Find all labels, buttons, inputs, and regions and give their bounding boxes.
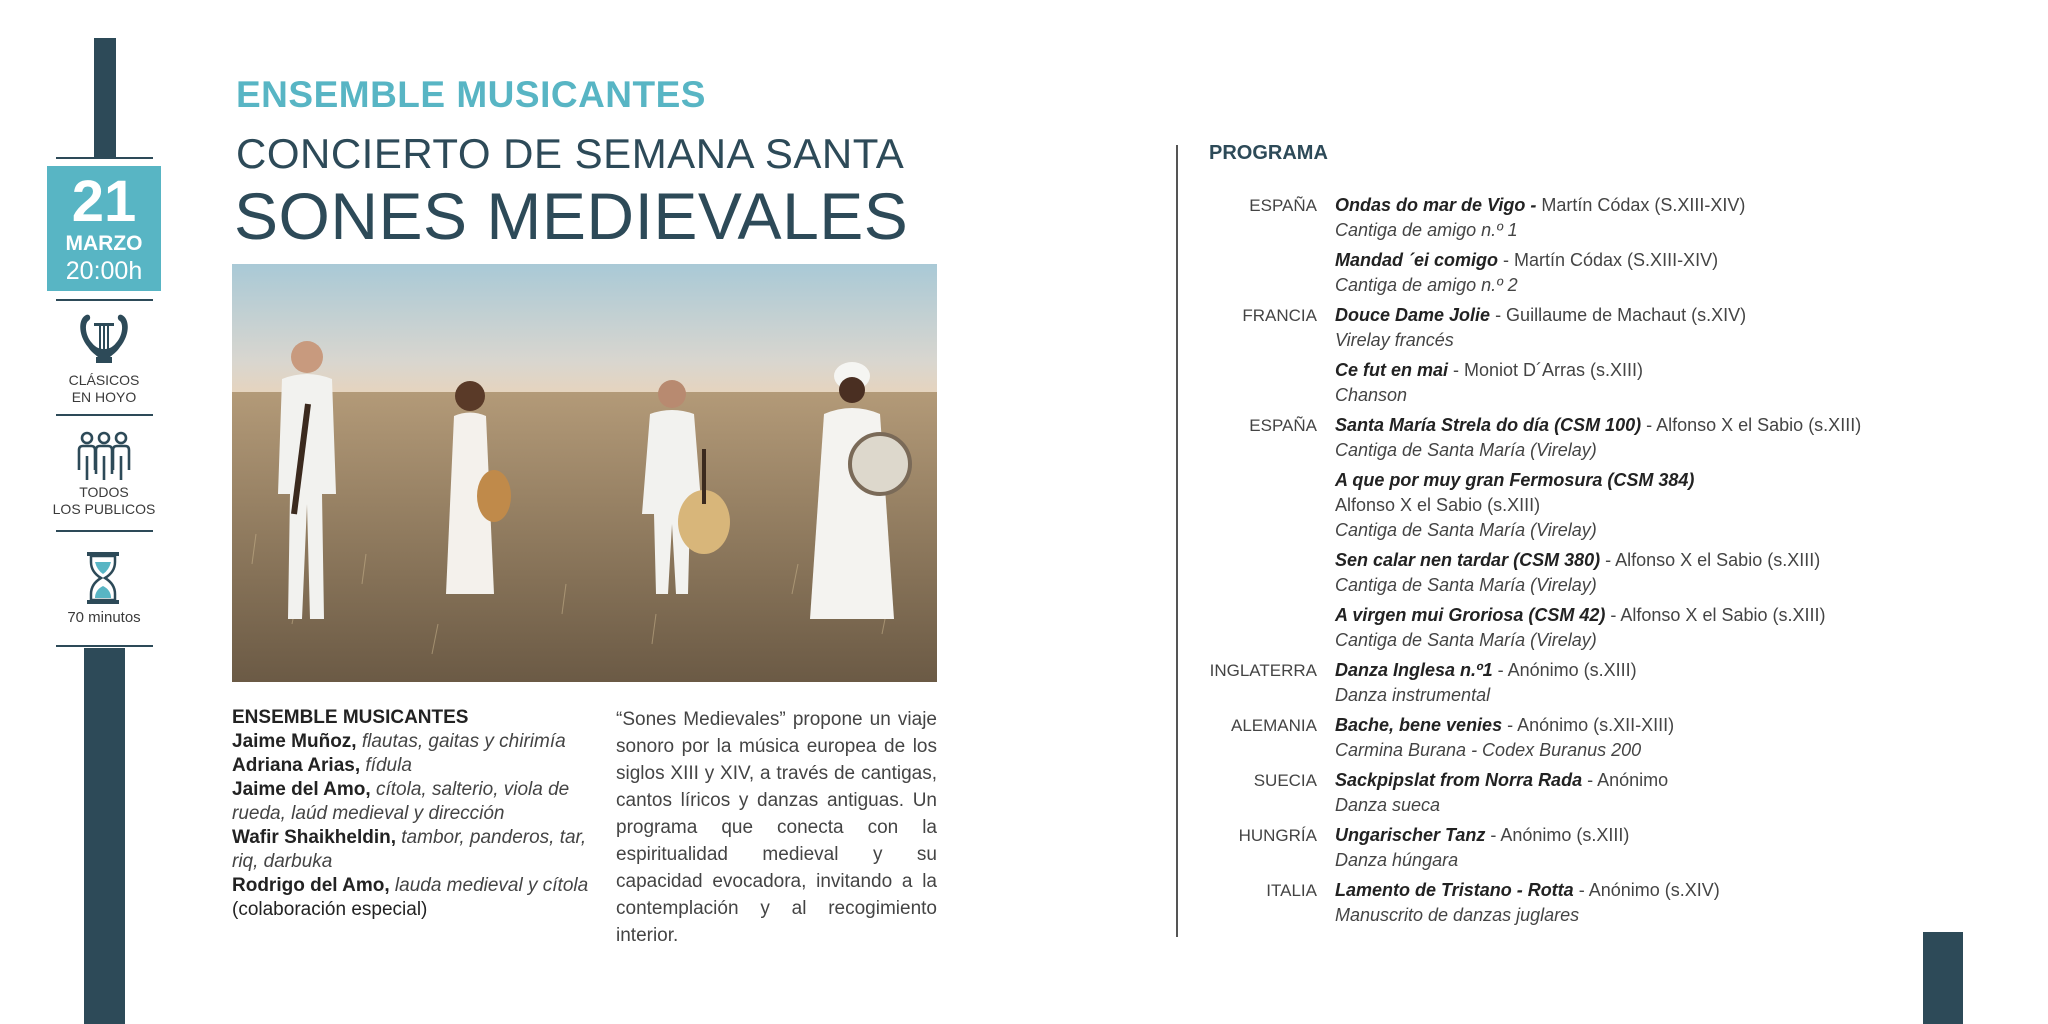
work-subtitle: Cantiga de Santa María (Virelay) bbox=[1335, 575, 1597, 595]
ensemble-photo bbox=[232, 264, 937, 682]
work-title: A que por muy gran Fermosura (CSM 384) bbox=[1335, 470, 1695, 490]
work-title: Lamento de Tristano - Rotta bbox=[1335, 880, 1574, 900]
work-title: Sen calar nen tardar (CSM 380) bbox=[1335, 550, 1601, 570]
programa-title-line bbox=[1335, 413, 1861, 438]
work-author: - Martín Códax (S.XIII-XIV) bbox=[1498, 250, 1719, 270]
divider bbox=[56, 530, 153, 532]
programa-country: SUECIA bbox=[1253, 771, 1317, 790]
member-entry bbox=[232, 730, 592, 754]
programa-body bbox=[1335, 603, 1826, 653]
programa-entry bbox=[1180, 713, 2040, 763]
programa-country bbox=[1180, 603, 1335, 653]
work-subtitle: Danza instrumental bbox=[1335, 685, 1491, 705]
credits-block bbox=[232, 706, 592, 922]
work-title: Bache, bene venies bbox=[1335, 715, 1503, 735]
programa-title-line bbox=[1335, 823, 1629, 848]
credits-title: ENSEMBLE MUSICANTES bbox=[232, 707, 469, 728]
work-subtitle: Cantiga de amigo n.º 2 bbox=[1335, 275, 1518, 295]
member-entry bbox=[232, 874, 592, 922]
programa-entry bbox=[1180, 358, 2040, 408]
programa-country bbox=[1180, 358, 1335, 408]
programa-entry bbox=[1180, 768, 2040, 818]
member-entry bbox=[232, 754, 592, 778]
corner-bar bbox=[1923, 932, 1963, 1024]
work-title: Danza Inglesa n.º1 bbox=[1335, 660, 1493, 680]
programa-title-line bbox=[1335, 878, 1720, 903]
member-name: Jaime Muñoz, bbox=[232, 731, 357, 752]
hourglass-icon bbox=[85, 550, 121, 606]
programa-body bbox=[1335, 823, 1629, 873]
work-subtitle: Cantiga de Santa María (Virelay) bbox=[1335, 440, 1597, 460]
column-divider bbox=[1176, 145, 1178, 937]
programa-entry bbox=[1180, 193, 2040, 243]
rail-bottom-bar bbox=[84, 648, 125, 1024]
work-author: - Anónimo (s.XIII) bbox=[1485, 825, 1630, 845]
work-author: - Guillaume de Machaut (s.XIV) bbox=[1490, 305, 1747, 325]
programa-entry bbox=[1180, 548, 2040, 598]
work-title: Ce fut en mai bbox=[1335, 360, 1449, 380]
divider bbox=[56, 157, 153, 159]
work-author: - Anónimo (s.XIII) bbox=[1492, 660, 1637, 680]
programa-title-line bbox=[1335, 713, 1674, 738]
member-role: fídula bbox=[365, 755, 412, 776]
series-label-line: EN HOYO bbox=[71, 389, 137, 405]
programa-country: FRANCIA bbox=[1242, 306, 1317, 325]
programa-country: ALEMANIA bbox=[1231, 716, 1317, 735]
programa-entry bbox=[1180, 878, 2040, 928]
programa-body bbox=[1335, 548, 1820, 598]
programa-entry bbox=[1180, 823, 2040, 873]
programa-title-line bbox=[1335, 603, 1826, 628]
programa-country: ITALIA bbox=[1266, 881, 1317, 900]
series-label bbox=[47, 372, 161, 406]
work-title: A virgen mui Groriosa (CSM 42) bbox=[1335, 605, 1606, 625]
programa-entry bbox=[1180, 413, 2040, 463]
work-author: - Alfonso X el Sabio (s.XIII) bbox=[1641, 415, 1862, 435]
programa-country: INGLATERRA bbox=[1209, 661, 1317, 680]
programa-country bbox=[1180, 468, 1335, 543]
programa-list bbox=[1180, 193, 2040, 933]
work-subtitle: Cantiga de amigo n.º 1 bbox=[1335, 220, 1518, 240]
member-role: cítola, salterio, viola de rueda, laúd medieval y dirección bbox=[232, 779, 570, 824]
date-month: MARZO bbox=[65, 232, 143, 255]
programa-title-line bbox=[1335, 658, 1637, 683]
programa-entry bbox=[1180, 468, 2040, 543]
programa-body bbox=[1335, 878, 1720, 928]
programa-body bbox=[1335, 193, 1745, 243]
page-title: SONES MEDIEVALES bbox=[234, 179, 909, 253]
divider bbox=[56, 299, 153, 301]
programa-entry bbox=[1180, 658, 2040, 708]
member-entry bbox=[232, 778, 592, 826]
date-day: 21 bbox=[71, 169, 137, 234]
lyre-icon bbox=[76, 311, 132, 369]
work-title: Ungarischer Tanz bbox=[1335, 825, 1486, 845]
work-author: - Alfonso X el Sabio (s.XIII) bbox=[1605, 605, 1826, 625]
programa-title-line bbox=[1335, 548, 1820, 573]
work-subtitle: Virelay francés bbox=[1335, 330, 1454, 350]
programa-body bbox=[1335, 413, 1861, 463]
work-subtitle: Cantiga de Santa María (Virelay) bbox=[1335, 520, 1597, 540]
programa-title-line bbox=[1335, 193, 1745, 218]
work-subtitle: Danza húngara bbox=[1335, 850, 1459, 870]
programa-title-line bbox=[1335, 303, 1746, 328]
work-author: - Anónimo bbox=[1582, 770, 1669, 790]
series-label-line: CLÁSICOS bbox=[68, 372, 140, 388]
member-name: Wafir Shaikheldin, bbox=[232, 827, 396, 848]
audience-label-line: LOS PUBLICOS bbox=[52, 501, 156, 517]
divider bbox=[56, 645, 153, 647]
work-title: Sackpipslat from Norra Rada bbox=[1335, 770, 1583, 790]
audience-label-line: TODOS bbox=[79, 484, 129, 500]
work-author: - Alfonso X el Sabio (s.XIII) bbox=[1600, 550, 1821, 570]
description-text: “Sones Medievales” propone un viaje sonoro por la música europea de los siglos XIII y XIV, a través de cantigas, cantos líricos y danzas antiguas. Un programa que conecta con la espiritualidad medieval y su capacidad evocadora, invitando a la contemplación y al recogimiento interior. bbox=[616, 709, 937, 946]
work-author: - Anónimo (s.XIV) bbox=[1573, 880, 1720, 900]
programa-body bbox=[1335, 303, 1746, 353]
work-author: - Moniot D´Arras (s.XIII) bbox=[1448, 360, 1644, 380]
programa-title-line bbox=[1335, 768, 1668, 793]
programa-body bbox=[1335, 248, 1718, 298]
programa-country bbox=[1180, 548, 1335, 598]
work-title: Mandad ´ei comigo bbox=[1335, 250, 1499, 270]
ensemble-heading: ENSEMBLE MUSICANTES bbox=[236, 74, 706, 115]
work-subtitle: Danza sueca bbox=[1335, 795, 1441, 815]
rail-top-bar bbox=[94, 38, 116, 158]
programa-country: ESPAÑA bbox=[1249, 416, 1317, 435]
programa-entry bbox=[1180, 603, 2040, 653]
work-title: Santa María Strela do día (CSM 100) bbox=[1335, 415, 1642, 435]
programa-country: HUNGRÍA bbox=[1238, 826, 1317, 845]
programa-country: ESPAÑA bbox=[1249, 196, 1317, 215]
programa-body bbox=[1335, 468, 1694, 543]
member-name: Adriana Arias, bbox=[232, 755, 361, 776]
work-author: Alfonso X el Sabio (s.XIII) bbox=[1335, 495, 1541, 515]
work-author: Martín Códax (S.XIII-XIV) bbox=[1536, 195, 1746, 215]
work-subtitle: Chanson bbox=[1335, 385, 1408, 405]
event-heading: CONCIERTO DE SEMANA SANTA bbox=[236, 130, 905, 177]
programa-body bbox=[1335, 768, 1668, 818]
audience-label bbox=[47, 484, 161, 518]
programa-title: PROGRAMA bbox=[1209, 142, 1328, 164]
work-title: Douce Dame Jolie bbox=[1335, 305, 1491, 325]
member-name: Rodrigo del Amo, bbox=[232, 875, 390, 896]
member-role: flautas, gaitas y chirimía bbox=[361, 731, 566, 752]
member-note: (colaboración especial) bbox=[232, 899, 428, 920]
work-subtitle: Manuscrito de danzas juglares bbox=[1335, 905, 1580, 925]
member-entry bbox=[232, 826, 592, 874]
work-title: Ondas do mar de Vigo - bbox=[1335, 195, 1537, 215]
member-role: lauda medieval y cítola bbox=[394, 875, 589, 896]
people-icon bbox=[73, 430, 135, 482]
programa-title-line bbox=[1335, 468, 1694, 493]
date-box bbox=[47, 166, 161, 291]
programa-body bbox=[1335, 713, 1674, 763]
work-subtitle: Cantiga de Santa María (Virelay) bbox=[1335, 630, 1597, 650]
programa-title-line bbox=[1335, 358, 1643, 383]
date-time: 20:00h bbox=[65, 257, 143, 285]
work-author: - Anónimo (s.XII-XIII) bbox=[1502, 715, 1675, 735]
divider bbox=[56, 414, 153, 416]
programa-body bbox=[1335, 358, 1643, 408]
work-subtitle: Carmina Burana - Codex Buranus 200 bbox=[1335, 740, 1642, 760]
programa-country bbox=[1180, 248, 1335, 298]
programa-title-line bbox=[1335, 248, 1718, 273]
duration-label: 70 minutos bbox=[67, 609, 141, 626]
programa-entry bbox=[1180, 248, 2040, 298]
member-role: tambor, panderos, tar, riq, darbuka bbox=[232, 827, 587, 872]
programa-body bbox=[1335, 658, 1637, 708]
member-name: Jaime del Amo, bbox=[232, 779, 371, 800]
programa-entry bbox=[1180, 303, 2040, 353]
